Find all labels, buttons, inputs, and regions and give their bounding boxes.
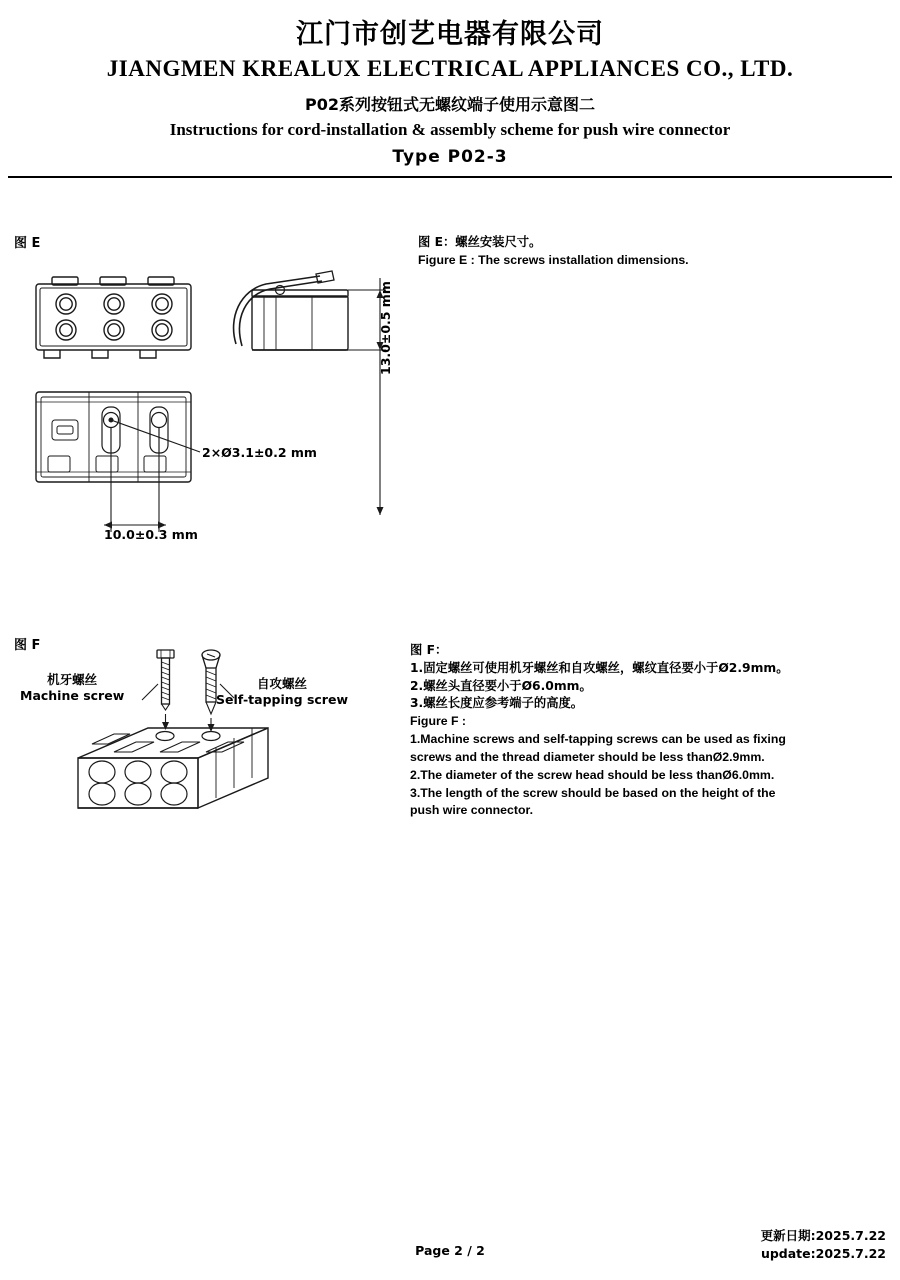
page-number: Page 2 / 2 [415,1243,485,1258]
machine-screw-label [20,672,124,705]
document-header [0,0,900,178]
figure-e-drawing [14,260,414,550]
figure-f-note-en-5: push wire connector. [410,803,533,818]
dimension-pitch-label: 10.0±0.3 mm [104,527,198,542]
figure-f-svg [30,640,390,840]
figure-f-note-cn-2: 2.螺丝头直径要小于Ø6.0mm。 [410,678,592,693]
document-type: Type P02-3 [392,146,508,167]
figure-f-note-en-2: screws and the thread diameter should be less thanØ2.9mm. [410,749,765,764]
figure-f-notes-title-en: Figure F : [410,714,467,729]
dimension-hole-label: 2×Ø3.1±0.2 mm [202,445,317,460]
figure-f-note-cn-1: 1.固定螺丝可使用机牙螺丝和自攻螺丝，螺纹直径要小于Ø2.9mm。 [410,660,789,675]
figure-e-note-cn: 图 E：螺丝安装尺寸。 [418,235,542,249]
self-tapping-screw-label [216,676,348,709]
self-tapping-screw-label-cn: 自攻螺丝 [257,676,308,691]
figure-e-note-en: Figure E : The screws installation dimensions. [418,252,689,267]
company-name-cn: 江门市创艺电器有限公司 [296,19,604,50]
document-title-en: Instructions for cord-installation & assembly scheme for push wire connector [169,119,731,139]
figure-f-tag: 图 F [14,638,41,653]
update-date-en: update:2025.7.22 [760,1246,886,1262]
figure-f-notes [410,642,880,820]
machine-screw-label-en: Machine screw [20,688,125,704]
figure-e-notes [418,234,878,270]
self-tapping-screw-label-en: Self-tapping screw [216,692,349,708]
company-name-en: JIANGMEN KREALUX ELECTRICAL APPLIANCES CO., LTD. [106,55,794,81]
figure-f-note-en-1: 1.Machine screws and self-tapping screws can be used as fixing [410,732,786,747]
figure-e-svg [14,260,414,550]
figure-e-tag: 图 E [14,236,41,251]
figure-f-note-cn-3: 3.螺丝长度应参考端子的高度。 [410,696,584,711]
figure-f-note-en-4: 3.The length of the screw should be based on the height of the [410,785,776,800]
update-date-cn: 更新日期:2025.7.22 [760,1227,886,1243]
figure-f-drawing [30,640,390,840]
update-info [761,1227,886,1265]
document-title-cn: P02系列按钮式无螺纹端子使用示意图二 [305,94,595,114]
figure-f-notes-title-cn: 图 F： [410,643,448,657]
header-divider [8,176,892,178]
machine-screw-label-cn: 机牙螺丝 [47,672,98,687]
dimension-height-label: 13.0±0.5 mm [378,281,393,375]
figure-f-note-en-3: 2.The diameter of the screw head should be less thanØ6.0mm. [410,767,775,782]
